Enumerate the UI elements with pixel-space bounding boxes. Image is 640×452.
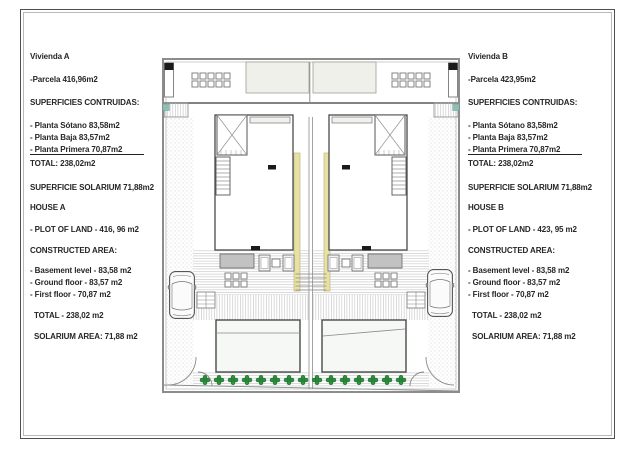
house-b-plot: - PLOT OF LAND - 423, 95 m2	[468, 225, 577, 234]
panel-vivienda-a	[30, 0, 180, 452]
vivienda-a-primera: - Planta Primera 70,87m2	[30, 145, 144, 155]
stairwell-skylight-a	[217, 115, 247, 155]
house-b	[329, 115, 407, 251]
house-a-solarium: SOLARIUM AREA: 71,88 m2	[34, 332, 138, 341]
vivienda-b-primera: - Planta Primera 70,87m2	[468, 145, 582, 155]
vivienda-b-baja: - Planta Baja 83,57m2	[468, 133, 548, 142]
vivienda-b-sotano: - Planta Sótano 83,58m2	[468, 121, 558, 130]
spa-a	[220, 254, 254, 268]
panel-vivienda-b	[468, 0, 618, 452]
house-b-solarium: SOLARIUM AREA: 71,88 m2	[472, 332, 576, 341]
door-mark-b1	[342, 165, 350, 170]
house-b-constructed: CONSTRUCTED AREA:	[468, 246, 555, 255]
parapet-a	[250, 117, 290, 123]
site-plan-drawing	[162, 58, 460, 395]
house-a-first: - First floor - 70,87 m2	[30, 290, 111, 299]
stairwell-skylight-b	[375, 115, 405, 155]
car-left	[168, 272, 196, 319]
staircase-a	[216, 157, 230, 195]
driveway-right	[428, 117, 457, 387]
house-b-basement: - Basement level - 83,58 m2	[468, 266, 570, 275]
vivienda-b-total-es: TOTAL: 238,02m2	[468, 159, 534, 168]
vivienda-b-title: Vivienda B	[468, 52, 508, 61]
door-mark-a2	[251, 246, 260, 251]
vivienda-b-parcela: -Parcela 423,95m2	[468, 75, 536, 84]
pool-a	[216, 320, 300, 372]
roof-box-right	[313, 62, 376, 93]
vivienda-a-sotano: - Planta Sótano 83,58m2	[30, 121, 120, 130]
plot-frame	[163, 59, 459, 392]
house-b-total: TOTAL - 238,02 m2	[472, 311, 542, 320]
house-b-title: HOUSE B	[468, 203, 504, 212]
house-a-total: TOTAL - 238,02 m2	[34, 311, 104, 320]
vivienda-a-baja: - Planta Baja 83,57m2	[30, 133, 110, 142]
house-a	[215, 115, 293, 251]
pool-b	[322, 320, 406, 372]
vivienda-b-superficies: SUPERFICIES CONTRUIDAS:	[468, 98, 578, 107]
house-a-basement: - Basement level - 83,58 m2	[30, 266, 132, 275]
house-a-ground: - Ground floor - 83,57 m2	[30, 278, 123, 287]
entry-steps-left	[163, 103, 188, 117]
house-a-constructed: CONSTRUCTED AREA:	[30, 246, 117, 255]
vivienda-a-title: Vivienda A	[30, 52, 70, 61]
closet-left	[165, 63, 174, 97]
house-a-plot: - PLOT OF LAND - 416, 96 m2	[30, 225, 139, 234]
vivienda-a-superficies: SUPERFICIES CONTRUIDAS:	[30, 98, 140, 107]
parapet-b	[332, 117, 372, 123]
door-mark-a1	[268, 165, 276, 170]
house-a-title: HOUSE A	[30, 203, 66, 212]
driveway-left	[165, 117, 194, 387]
vivienda-a-total-es: TOTAL: 238,02m2	[30, 159, 96, 168]
closet-right	[449, 63, 458, 97]
vivienda-a-solarium-es: SUPERFICIE SOLARIUM 71,88m2	[30, 183, 154, 192]
spa-b	[368, 254, 402, 268]
house-b-first: - First floor - 70,87 m2	[468, 290, 549, 299]
door-mark-b2	[362, 246, 371, 251]
house-b-ground: - Ground floor - 83,57 m2	[468, 278, 561, 287]
vivienda-b-solarium-es: SUPERFICIE SOLARIUM 71,88m2	[468, 183, 592, 192]
vivienda-a-parcela: -Parcela 416,96m2	[30, 75, 98, 84]
car-right	[426, 270, 454, 317]
staircase-b	[392, 157, 406, 195]
entry-steps-right	[434, 103, 459, 117]
roof-box-left	[246, 62, 309, 93]
